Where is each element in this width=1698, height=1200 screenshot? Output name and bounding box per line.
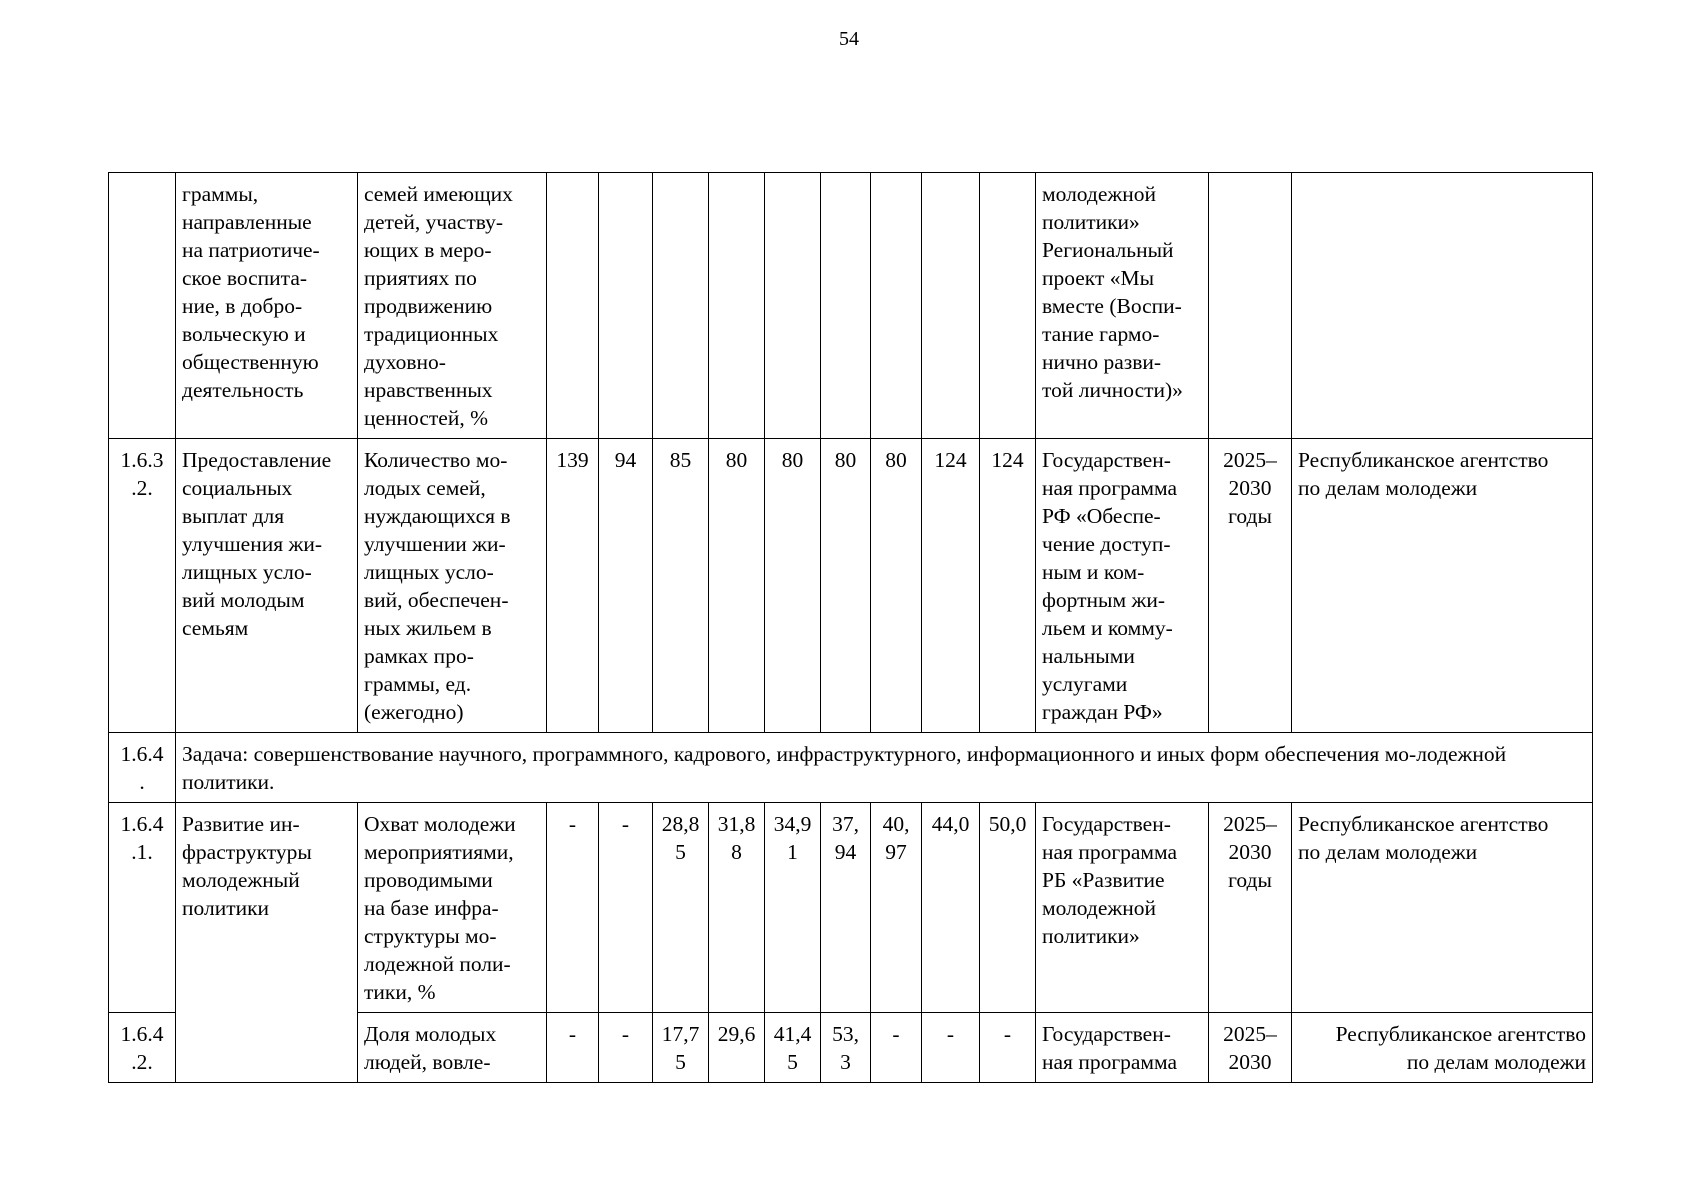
value-cell: [871, 173, 922, 439]
value-cell: -: [599, 803, 653, 1013]
table-row: [109, 803, 1593, 1013]
value-cell: -: [547, 803, 599, 1013]
executor-cell: Республиканское агентство по делам молодежи: [1292, 1013, 1593, 1083]
value-cell: 94: [599, 439, 653, 733]
value-cell: 53, 3: [821, 1013, 871, 1083]
row-number: 1.6.3 .2.: [109, 439, 176, 733]
page-number: 54: [839, 28, 859, 50]
value-cell: [547, 173, 599, 439]
value-cell: [980, 173, 1036, 439]
value-cell: -: [871, 1013, 922, 1083]
value-cell: [653, 173, 709, 439]
value-cell: 80: [821, 439, 871, 733]
value-cell: -: [547, 1013, 599, 1083]
value-cell: -: [599, 1013, 653, 1083]
row-number: 1.6.4 .1.: [109, 803, 176, 1013]
measures-table: [108, 172, 1593, 1083]
executor-cell: [1292, 173, 1593, 439]
value-cell: 31,8 8: [709, 803, 765, 1013]
table-row: [109, 733, 1593, 803]
indicator-cell: Доля молодых людей, вовле-: [358, 1013, 547, 1083]
executor-cell: Республиканское агентство по делам молодежи: [1292, 439, 1593, 733]
measure-cell: Предоставление социальных выплат для улучшения жи- лищных усло- вий молодым семьям: [176, 439, 358, 733]
program-cell: Государствен- ная программа РФ «Обеспе- чение доступ- ным и ком- фортным жи- льем и комму- нальными услугами граждан РФ»: [1036, 439, 1209, 733]
value-cell: 80: [709, 439, 765, 733]
value-cell: 41,4 5: [765, 1013, 821, 1083]
value-cell: 80: [871, 439, 922, 733]
value-cell: -: [922, 1013, 980, 1083]
years-cell: [1209, 173, 1292, 439]
table-row: [109, 173, 1593, 439]
program-cell: молодежной политики» Региональный проект «Мы вместе (Воспи- тание гармо- нично разви- той личности)»: [1036, 173, 1209, 439]
indicator-cell: Количество мо- лодых семей, нуждающихся в улучшении жи- лищных усло- вий, обеспечен- ных жильем в рамках про- граммы, ед. (ежегодно): [358, 439, 547, 733]
measure-cell: граммы, направленные на патриотиче- ское воспита- ние, в добро- вольческую и общественную деятельность: [176, 173, 358, 439]
value-cell: 28,8 5: [653, 803, 709, 1013]
value-cell: 50,0: [980, 803, 1036, 1013]
row-number: 1.6.4 .: [109, 733, 176, 803]
value-cell: 17,7 5: [653, 1013, 709, 1083]
task-cell: Задача: совершенствование научного, программного, кадрового, инфраструктурного, информационного и иных форм обеспечения мо-лодежной политики.: [176, 733, 1593, 803]
value-cell: [821, 173, 871, 439]
value-cell: [765, 173, 821, 439]
value-cell: 80: [765, 439, 821, 733]
measure-cell: Развитие ин- фраструктуры молодежный политики: [176, 803, 358, 1083]
value-cell: 44,0: [922, 803, 980, 1013]
indicator-cell: семей имеющих детей, участву- ющих в меро- приятиях по продвижению традиционных духовно- нравственных ценностей, %: [358, 173, 547, 439]
program-cell: Государствен- ная программа РБ «Развитие молодежной политики»: [1036, 803, 1209, 1013]
value-cell: 37, 94: [821, 803, 871, 1013]
indicator-cell: Охват молодежи мероприятиями, проводимыми на базе инфра- структуры мо- лодежной поли- тики, %: [358, 803, 547, 1013]
executor-cell: Республиканское агентство по делам молодежи: [1292, 803, 1593, 1013]
value-cell: 139: [547, 439, 599, 733]
value-cell: -: [980, 1013, 1036, 1083]
program-cell: Государствен- ная программа: [1036, 1013, 1209, 1083]
value-cell: [922, 173, 980, 439]
value-cell: 40, 97: [871, 803, 922, 1013]
value-cell: 29,6: [709, 1013, 765, 1083]
table-row: [109, 439, 1593, 733]
row-number: 1.6.4 .2.: [109, 1013, 176, 1083]
value-cell: 85: [653, 439, 709, 733]
value-cell: [599, 173, 653, 439]
value-cell: 34,9 1: [765, 803, 821, 1013]
value-cell: 124: [980, 439, 1036, 733]
row-number: [109, 173, 176, 439]
value-cell: [709, 173, 765, 439]
value-cell: 124: [922, 439, 980, 733]
years-cell: 2025– 2030: [1209, 1013, 1292, 1083]
years-cell: 2025– 2030 годы: [1209, 803, 1292, 1013]
years-cell: 2025– 2030 годы: [1209, 439, 1292, 733]
